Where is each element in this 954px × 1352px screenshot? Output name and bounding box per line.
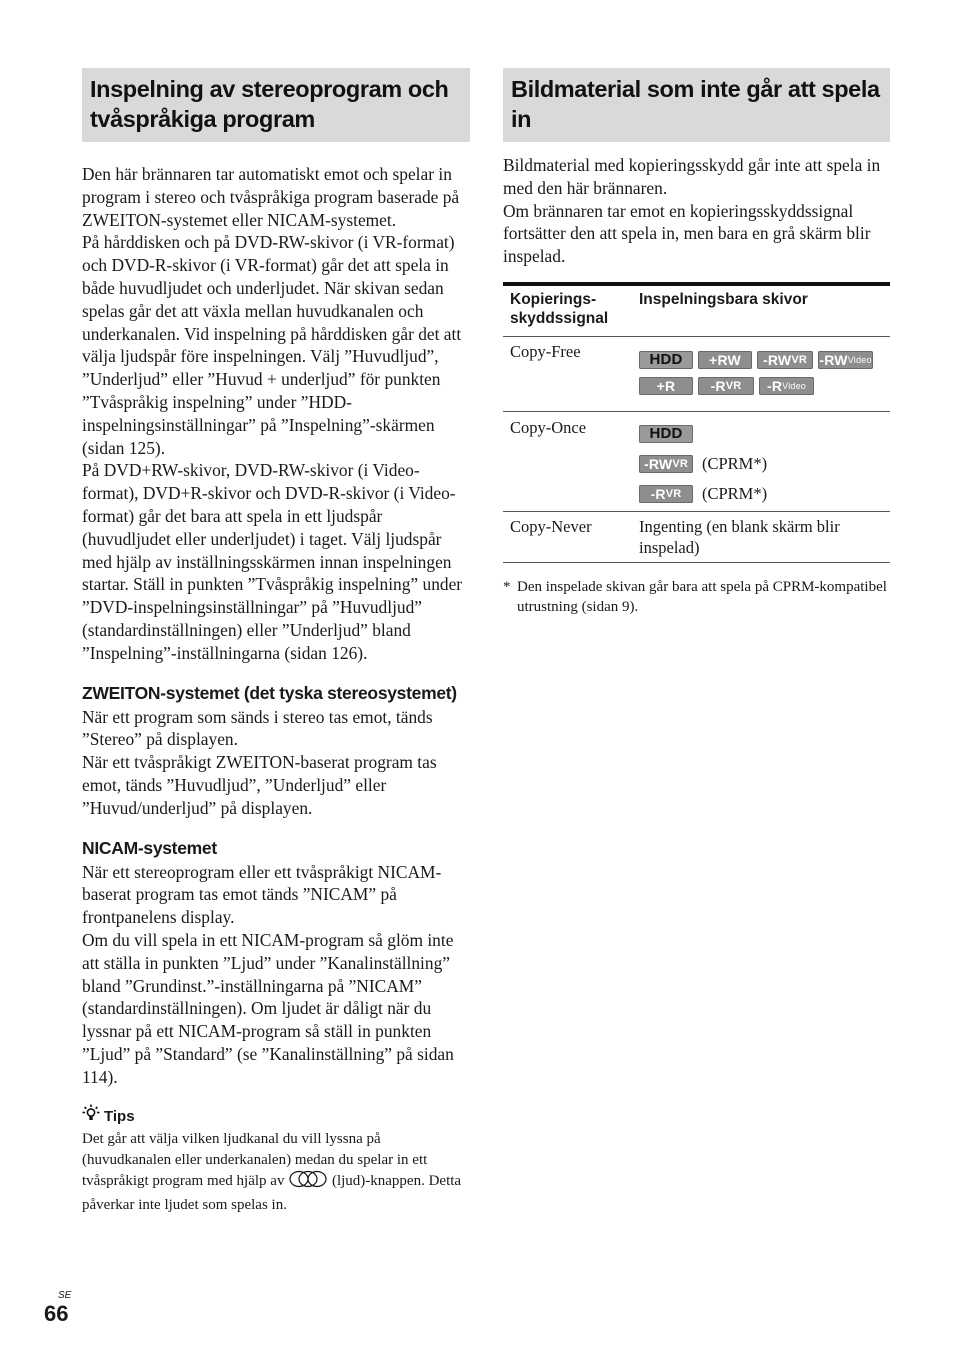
nicam-paragraph-1: När ett stereoprogram eller ett tvåspråkigt NICAM-baserat program tas emot tänds ”NICAM” på frontpanelens display. <box>82 861 442 928</box>
page-number-value: 66 <box>44 1301 69 1326</box>
footnote-text: Den inspelade skivan går bara att spela på CPRM-kompatibel utrustning (sidan 9). <box>517 578 887 615</box>
tips-title <box>82 1104 470 1129</box>
lightbulb-icon <box>82 1104 100 1129</box>
tips-text-after: (ljud)-knappen. Detta påverkar inte ljudet som spelas in. <box>82 1173 462 1213</box>
table-row <box>503 512 890 563</box>
left-paragraph-1: Den här brännaren tar automatiskt emot och spelar in program i stereo och tvåspråkiga program baserade på ZWEITON-systemet eller NICAM-systemet. <box>82 164 460 230</box>
table-footnote <box>503 577 890 617</box>
page-number <box>44 1290 71 1326</box>
tips-text <box>82 1129 470 1215</box>
left-column <box>82 68 470 1215</box>
left-paragraph-2: På hårddisken och på DVD-RW-skivor (i VR-format) och DVD-R-skivor (i VR-format) går det att spela in både huvudljudet och underljudet. När skivan sedan spelas går det att växla mellan huvudkanalen och underkanalen. Vid inspelning på hårddisken går det att välja ljudspår före inspelningen. Välj ”Huvudljud”, ”Underljud” eller ”Huvud + underljud” för punkten ”Tvåspråkig inspelning” under ”HDD-inspelningsinställningar” på ”Inspelning”-skärmen (sidan 125). <box>82 232 462 458</box>
cprm-note: (CPRM*) <box>702 453 768 473</box>
left-paragraph-3: På DVD+RW-skivor, DVD-RW-skivor (i Video-format), DVD+R-skivor och DVD-R-skivor (i Video-format) går det bara att spela in ett ljudspår (huvudljudet eller underljudet) i taget. Välj ljudspår med hjälp av inställningsskärmen innan inspelningen startar. Ställ in punkten ”Tvåspråkig inspelning” under ”DVD-inspelningsinställningar” på ”Huvudljud” (standardinställningen) eller ”Underljud” bland ”Inspelning”-inställningarna (sidan 126). <box>82 460 463 663</box>
zweiton-paragraph-2: När ett tvåspråkigt ZWEITON-baserat program tas emot, tänds ”Huvudljud”, ”Underljud” eller ”Huvud/underljud” på displayen. <box>82 752 437 818</box>
right-column <box>503 68 890 617</box>
table-row <box>503 337 890 412</box>
minus-rw-vr-badge: -RW VR <box>757 351 813 369</box>
audio-button-icon <box>288 1170 328 1195</box>
table-header-row <box>503 286 890 337</box>
zweiton-heading: ZWEITON-systemet (det tyska stereosystemet) <box>82 682 457 703</box>
left-section-heading: Inspelning av stereoprogram och tvåspråkiga program <box>82 68 470 142</box>
right-paragraph-2: Om brännaren tar emot en kopieringsskyddssignal fortsätter den att spela in, men bara en grå skärm blir inspelad. <box>503 200 871 267</box>
minus-rw-vr-badge: -RW VR <box>639 455 693 473</box>
minus-rw-video-badge: -RW Video <box>819 351 872 368</box>
nicam-paragraph-2: Om du vill spela in ett NICAM-program så glöm inte att ställa in punkten ”Ljud” under ”Kanalinställning” bland ”Grundinst.”-inställningarna på ”NICAM” (standardinställningen). Om ljudet är dåligt när du lyssnar på ett NICAM-program så ställ in punkten ”Ljud” på ”Standard” (se ”Kanalinställning” på sidan 114). <box>82 929 454 1087</box>
tips-section <box>82 1104 470 1215</box>
minus-r-vr-badge: -R VR <box>698 377 754 395</box>
right-intro <box>503 154 890 268</box>
left-intro <box>82 163 470 665</box>
zweiton-paragraph-1: När ett program som sänds i stereo tas emot, tänds ”Stereo” på displayen. <box>82 706 433 750</box>
minus-r-vr-badge: -R VR <box>639 485 693 503</box>
row-label-copy-free: Copy-Free <box>510 341 581 361</box>
hdd-badge: HDD <box>639 351 693 369</box>
zweiton-section <box>82 682 470 820</box>
table-header-signal: Kopierings-skyddssignal <box>510 290 609 327</box>
plus-rw-badge: +RW <box>698 351 752 369</box>
tips-label: Tips <box>104 1107 135 1125</box>
right-paragraph-1: Bildmaterial med kopieringsskydd går inte att spela in med den här brännaren. <box>503 155 881 198</box>
row-label-copy-never: Copy-Never <box>510 516 592 536</box>
copy-protection-table <box>503 282 890 563</box>
plus-r-badge: +R <box>639 377 693 395</box>
cprm-note: (CPRM*) <box>702 483 768 503</box>
page-language: SE <box>58 1290 72 1301</box>
nicam-section <box>82 837 470 1089</box>
row-value-copy-never: Ingenting (en blank skärm blir inspelad) <box>639 516 840 557</box>
table-row <box>503 412 890 512</box>
row-label-copy-once: Copy-Once <box>510 417 587 437</box>
footnote-mark: * <box>503 578 511 595</box>
right-section-heading: Bildmaterial som inte går att spela in <box>503 68 890 142</box>
minus-r-video-badge: -R Video <box>759 377 814 395</box>
tips-text-before: Det går att välja vilken ljudkanal du vill lyssna på (huvudkanalen eller underkanalen) medan du spelar in ett tvåspråkigt program med hjälp av <box>82 1131 428 1190</box>
nicam-heading: NICAM-systemet <box>82 837 217 858</box>
table-header-discs: Inspelningsbara skivor <box>639 290 808 308</box>
hdd-badge: HDD <box>639 425 693 443</box>
